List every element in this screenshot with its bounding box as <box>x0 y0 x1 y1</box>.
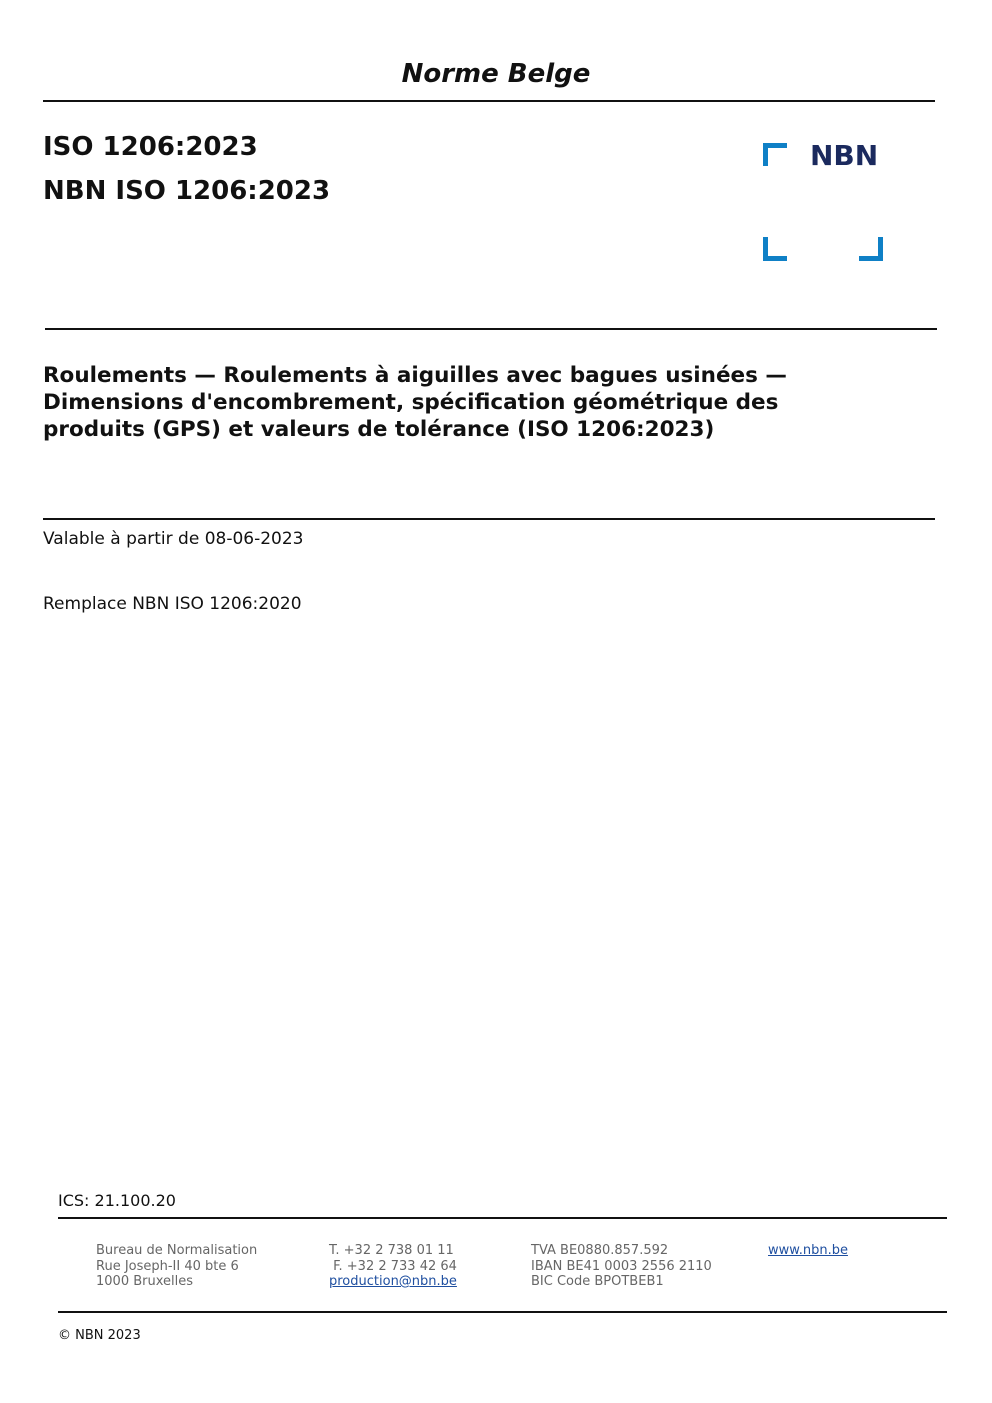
replaces-text: Remplace NBN ISO 1206:2020 <box>43 594 302 614</box>
header-title: Norme Belge <box>401 59 591 89</box>
document-title-line: Roulements — Roulements à aiguilles avec bagues usinées — <box>43 363 787 388</box>
title-bottom-divider <box>43 518 935 520</box>
footer-bank <box>531 1243 712 1290</box>
nbn-logo <box>760 140 886 266</box>
footer-web <box>768 1243 848 1259</box>
logo-bracket-top-left-v <box>763 143 768 166</box>
logo-text: NBN <box>810 140 879 172</box>
address-line: 1000 Bruxelles <box>96 1274 194 1289</box>
bic-code: BIC Code BPOTBEB1 <box>531 1274 664 1289</box>
phone-number: T. +32 2 738 01 11 <box>329 1243 454 1258</box>
iban-number: IBAN BE41 0003 2556 2110 <box>531 1258 712 1274</box>
document-title <box>43 362 923 443</box>
footer-bottom-divider <box>58 1311 947 1313</box>
logo-bracket-bottom-left <box>763 256 787 261</box>
header-divider <box>43 100 935 102</box>
nbn-code: NBN ISO 1206:2023 <box>43 176 331 206</box>
footer-address <box>96 1243 257 1290</box>
ics-code: ICS: 21.100.20 <box>58 1191 176 1210</box>
fax-number: F. +32 2 733 42 64 <box>329 1258 457 1274</box>
website-link[interactable]: www.nbn.be <box>768 1243 848 1258</box>
address-line: Rue Joseph-II 40 bte 6 <box>96 1258 239 1274</box>
title-top-divider <box>45 328 937 330</box>
footer-top-divider <box>58 1217 947 1219</box>
document-title-line: Dimensions d'encombrement, spécification géométrique des <box>43 390 779 415</box>
tva-number: TVA BE0880.857.592 <box>531 1243 669 1258</box>
document-title-line: produits (GPS) et valeurs de tolérance (ISO 1206:2023) <box>43 417 715 442</box>
copyright-text: © NBN 2023 <box>58 1328 141 1343</box>
logo-bracket-bottom-right <box>859 256 883 261</box>
footer-contact <box>329 1243 457 1290</box>
address-line: Bureau de Normalisation <box>96 1243 258 1258</box>
iso-code: ISO 1206:2023 <box>43 132 258 162</box>
email-link[interactable]: production@nbn.be <box>329 1274 457 1289</box>
valid-from-text: Valable à partir de 08-06-2023 <box>43 529 304 549</box>
